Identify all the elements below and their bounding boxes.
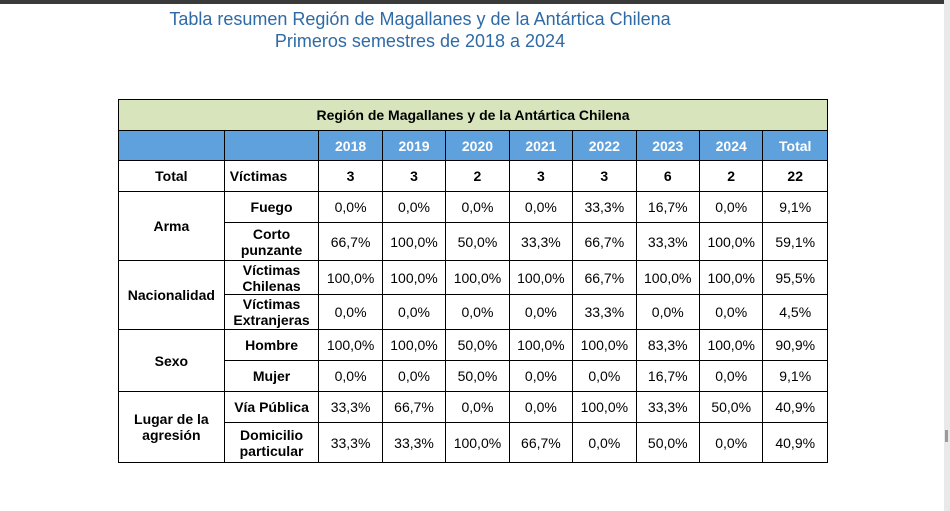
table-row [119,392,828,423]
document-title [0,8,840,52]
table-cell: 33,3% [509,223,572,261]
table-cell: 0,0% [446,295,509,330]
group-label: Sexo [119,330,225,392]
table-cell: 100,0% [446,261,509,295]
table-row [119,423,828,463]
table-cell: 50,0% [446,361,509,392]
table-cell: 0,0% [573,361,636,392]
table-cell: 0,0% [509,295,572,330]
scrollbar-thumb[interactable] [945,430,948,442]
table-cell: 66,7% [573,261,636,295]
table-cell: 3 [509,161,572,192]
table-cell: 0,0% [636,295,699,330]
table-cell: 33,3% [636,392,699,423]
group-label: Nacionalidad [119,261,225,330]
table-cell: 33,3% [636,223,699,261]
table-cell: 0,0% [573,423,636,463]
year-header: 2019 [382,131,445,161]
group-label: Lugar de la agresión [119,392,225,463]
year-header: 2020 [446,131,509,161]
table-cell: 0,0% [699,295,762,330]
table-cell: 100,0% [636,261,699,295]
table-cell: 4,5% [763,295,828,330]
table-cell: 0,0% [446,192,509,223]
table-row [119,361,828,392]
table-cell: 100,0% [446,423,509,463]
table-cell: 100,0% [382,223,445,261]
table-cell: 0,0% [509,192,572,223]
table-cell: 100,0% [509,330,572,361]
row-label: Domicilio particular [224,423,319,463]
row-label: Víctimas Extranjeras [224,295,319,330]
table-row [119,223,828,261]
title-line-1: Tabla resumen Región de Magallanes y de la Antártica Chilena [169,9,671,29]
table-cell: 33,3% [319,392,382,423]
table-row [119,261,828,295]
table-cell: 3 [573,161,636,192]
year-header: 2022 [573,131,636,161]
table-cell: 0,0% [509,361,572,392]
group-label: Arma [119,192,225,261]
table-cell: 59,1% [763,223,828,261]
table-cell: 0,0% [382,295,445,330]
table-cell: 50,0% [636,423,699,463]
table-cell: 95,5% [763,261,828,295]
table-cell: 33,3% [573,295,636,330]
title-line-2: Primeros semestres de 2018 a 2024 [274,31,566,51]
window-top-bar [0,0,950,4]
table-cell: 0,0% [699,423,762,463]
table-cell: 0,0% [319,361,382,392]
table-cell: 66,7% [509,423,572,463]
group-label: Total [119,161,225,192]
row-label: Hombre [224,330,319,361]
table-cell: 0,0% [699,192,762,223]
table-cell: 100,0% [319,330,382,361]
region-header-row [119,100,828,131]
table-cell: 0,0% [319,192,382,223]
table-cell: 22 [763,161,828,192]
total-row [119,161,828,192]
table-cell: 66,7% [319,223,382,261]
table-row [119,295,828,330]
row-label: Vía Pública [224,392,319,423]
table-cell: 0,0% [699,361,762,392]
table-cell: 50,0% [446,330,509,361]
table-cell: 3 [319,161,382,192]
table-cell: 3 [382,161,445,192]
table-cell: 66,7% [573,223,636,261]
blank-header-cell [119,131,225,161]
table-cell: 100,0% [573,330,636,361]
table-cell: 0,0% [382,192,445,223]
table-cell: 90,9% [763,330,828,361]
table-cell: 100,0% [699,223,762,261]
table-cell: 33,3% [573,192,636,223]
year-header: 2018 [319,131,382,161]
row-label: Víctimas Chilenas [224,261,319,295]
table-cell: 66,7% [382,392,445,423]
table-cell: 33,3% [319,423,382,463]
table-cell: 40,9% [763,423,828,463]
table-cell: 100,0% [382,330,445,361]
table-cell: 0,0% [446,392,509,423]
blank-header-cell [224,131,319,161]
table-cell: 100,0% [382,261,445,295]
table-row [119,192,828,223]
row-label: Corto punzante [224,223,319,261]
table-cell: 40,9% [763,392,828,423]
year-header: 2024 [699,131,762,161]
row-label: Mujer [224,361,319,392]
table-cell: 0,0% [382,361,445,392]
table-cell: 100,0% [509,261,572,295]
table-cell: 2 [699,161,762,192]
region-header: Región de Magallanes y de la Antártica Chilena [119,100,828,131]
year-header: 2021 [509,131,572,161]
table-cell: 100,0% [699,261,762,295]
table-cell: 6 [636,161,699,192]
table-cell: 50,0% [446,223,509,261]
table-cell: 0,0% [319,295,382,330]
scrollbar-track[interactable] [944,0,950,511]
table-cell: 16,7% [636,361,699,392]
table-row [119,330,828,361]
table-cell: 100,0% [573,392,636,423]
table-cell: 0,0% [509,392,572,423]
year-header: 2023 [636,131,699,161]
table-cell: 50,0% [699,392,762,423]
row-label: Fuego [224,192,319,223]
total-header: Total [763,131,828,161]
table-cell: 9,1% [763,192,828,223]
table-cell: 83,3% [636,330,699,361]
summary-table [118,99,828,463]
year-header-row [119,131,828,161]
table-cell: 100,0% [319,261,382,295]
table-cell: 9,1% [763,361,828,392]
table-cell: 2 [446,161,509,192]
table-cell: 100,0% [699,330,762,361]
row-label: Víctimas [224,161,319,192]
table-cell: 16,7% [636,192,699,223]
table-cell: 33,3% [382,423,445,463]
